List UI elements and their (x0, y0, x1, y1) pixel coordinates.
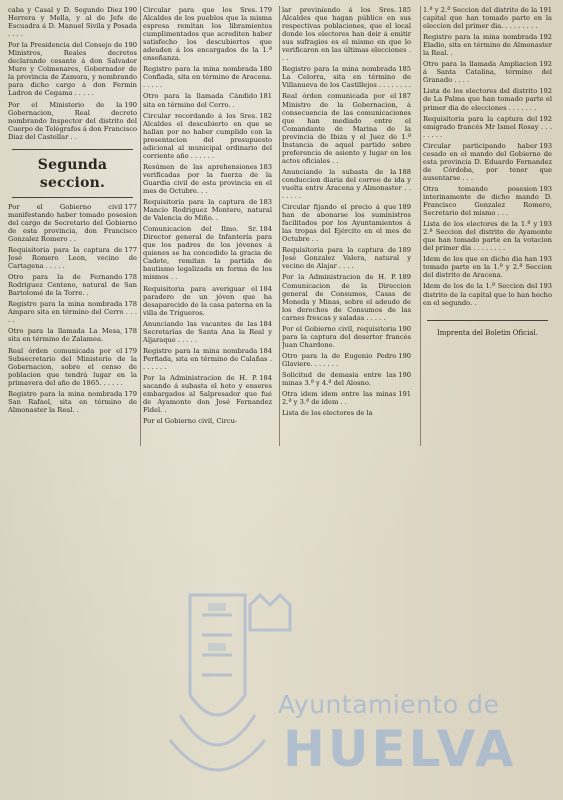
index-entry (143, 225, 272, 281)
index-entry (423, 60, 552, 84)
index-entry (423, 6, 552, 30)
entry-text: Anunciando la subasta de la conduccion diaria del correo de ida y vuelta entre Aracena y Almonaster . . . . . . . (282, 167, 411, 201)
column-separator (279, 6, 280, 446)
entry-text: Solicitud de demasia entre las minas 3.ª y 4.ª del Alosno. (282, 370, 397, 388)
index-entry (423, 185, 552, 217)
entry-text: Requisitoria para la captura de José Gonzalez Valera, natural y vecino de Alajar . . . . (282, 246, 411, 271)
entry-text: Lista de los electores de la 1.ª y 2.ª Seccion del distrito de Ayamonte que han tomado parte en la votacion del primer dia . . . . . . . . (423, 220, 552, 253)
entry-text: lar previniendo á los Sres. Alcaldes que hagan público en sus respectivas poblaciones, que el local donde los electores han deir á emitir sus sufragios es el mismo en que lo verificaron en las últimas elecciones . . . (282, 6, 411, 63)
page-number: 193 (539, 282, 552, 291)
index-entry (143, 347, 272, 371)
entry-text: Por el Gobierno civil, requisitoria para la captura del desertor francés Juan Chardone. (282, 324, 411, 349)
entry-text: Por la Administracion de H. P. Comunicacion de la Direccion general de Consumos, Casas de Moneda y Minas, sobre el adeudo de los derechos de Consumos de las carnes frescas y saladas . . . . . (282, 273, 411, 322)
index-entry (143, 285, 272, 317)
entry-text: Registro para la mina nombrada Amparo sita en término del Cerro . . . . . (8, 300, 137, 325)
page-number: 183 (259, 162, 272, 171)
index-entry (8, 203, 137, 243)
index-entry (143, 112, 272, 160)
page-number: 184 (259, 373, 272, 382)
page-number: 193 (539, 220, 552, 229)
entry-text: Anunciando las vacantes de las Secretarías de Santa Ana la Real y Aljaraque . . . . . (143, 319, 272, 344)
page-number: 192 (539, 114, 552, 123)
entry-text: Otro para la de Fernando Rodriguez Centeno, natural de San Bartolomé de la Torre. . (8, 273, 137, 298)
page-number: 182 (259, 111, 272, 120)
index-entry (282, 371, 411, 387)
page-number: 190 (398, 370, 411, 379)
entry-gap (143, 425, 272, 428)
entry-text: Idem de los de la 1.ª Seccion del distrito de la capital que lo han hecho en el segundo. . (423, 282, 552, 307)
page-number: 178 (124, 327, 137, 336)
entry-text: Otra idem idem entre las minas 2.ª y 3.ª de idem . . (282, 390, 397, 407)
entry-text: Real órden comunicada por el Ministro de la Gobernacion, á consecuencia de las comunicaciones que han mediado entre el Comandante de Marina de la provincia de Ibiza y el Juez de 1.ª Instancia de aquel partido sobre preferencia de asiento y lugar en los actos oficiales . . (282, 92, 411, 165)
entry-text: Registro para la mina nombrada Perfiada, sita en término de Calañas . . . . . . . (143, 346, 272, 371)
index-entry (8, 300, 137, 324)
index-entry (282, 390, 411, 406)
column-1-post-entries (8, 203, 137, 417)
page-number: 188 (398, 167, 411, 176)
index-entry (143, 163, 272, 195)
entry-text: Otro para la llamada Cándido sita en término del Cerro. . (143, 92, 258, 109)
index-entry (8, 41, 137, 97)
page-number: 191 (398, 390, 411, 399)
index-entry (423, 115, 552, 139)
index-entry (143, 320, 272, 344)
section-rule-top (12, 149, 133, 150)
index-entry (143, 374, 272, 414)
index-entry (282, 92, 411, 164)
index-entry (282, 325, 411, 349)
column-3-entries (282, 6, 411, 420)
page-number: 177 (124, 245, 137, 254)
column-2-entries (143, 6, 272, 428)
entry-text: Circular para que los Sres. Alcaldes de los pueblos que la misma espresa remitan los libramientos cumplimentados que acrediten haber satisfecho los descubiertos que adeuden á los encargados de la 1.ª enseñanza. (143, 6, 272, 63)
entry-text: Requisitoria para la captura de José Romero Leon, vecino de Cartagena . . . . . (8, 245, 137, 271)
page-number: 184 (259, 225, 272, 234)
index-entry (282, 65, 411, 89)
entry-text: Registro para la mina nombrada Eladio, sita en término de Almonaster la Real. . (423, 33, 552, 58)
page-number: 189 (398, 273, 411, 282)
entry-text: Por el Ministerio de la Gobernacion, Real decreto nombrando Inspector del distrito del Cuerpo de Telégrafos á don Francisco Diaz del Castellar . . (8, 100, 137, 141)
index-entry (423, 87, 552, 111)
entry-text: Otra tomando posesion interinamente de dicho mando D. Francisco Gonzalez Romero, Secretario del mismo . . . (423, 184, 552, 218)
page-number: 184 (259, 346, 272, 355)
page-number: 190 (124, 6, 137, 14)
page-number: 189 (398, 203, 411, 212)
index-entry (282, 352, 411, 368)
page-number: 193 (539, 255, 552, 264)
page-number: 184 (259, 284, 272, 293)
page-number: 179 (124, 346, 137, 355)
column-separator (420, 6, 421, 446)
page-number: 192 (539, 60, 552, 69)
page-number: 183 (259, 198, 272, 207)
index-entry (143, 65, 272, 89)
page-number: 185 (398, 6, 411, 14)
index-entry (282, 246, 411, 270)
entry-text: Comunicacion del Ilmo. Sr. Director general de Infantería para que los padres de los jóvenes á quienes se ha concedido la gracia de Cadete, remitan la partida de bautismo legalizada en forma de los mismos . . (143, 225, 272, 282)
page-number: 179 (124, 389, 137, 398)
page-number: 178 (124, 300, 137, 309)
index-entry (423, 282, 552, 306)
entry-text: Idem de los que en dicho dia han tomado parte en la 1.ª y 2.ª Seccion del distrito de Aracena. (423, 255, 552, 280)
entry-gap (8, 414, 137, 417)
index-entry (423, 255, 552, 279)
page-number: 190 (398, 324, 411, 333)
watermark-line-2: HUELVA (283, 720, 517, 778)
index-entry (8, 101, 137, 141)
page-number: 193 (539, 141, 552, 150)
page-number: 178 (124, 273, 137, 282)
page-number: 192 (539, 33, 552, 42)
entry-text: Otro para la llamada Ampliacion á Santa Catalina, término del Granado . . . . (423, 60, 552, 85)
entry-text: Por el Gobierno civil manifestando haber tomado posesion del cargo de Secretario del Gobierno de esta provincia, don Francisco Gonzalez Romero . . (8, 202, 137, 243)
entry-text: Resúmen de las aprehensiones verificadas por la fuerza de la Guardia civil de esta provincia en el mes de Octubre. . . (143, 162, 272, 195)
page-number: 181 (259, 92, 272, 101)
imprenta-rule (427, 320, 548, 321)
index-entry (423, 220, 552, 252)
entry-text: 1.ª y 2.ª Seccion del distrito de la capital que han tomado parte en la eleccion del primer dia. . . . . . . . . (423, 6, 552, 31)
entry-text: Por la Presidencia del Consejo de Ministros, Reales decretos declarando cesante á don Salvador Muro y Colmenares, Gobernador de la provincia de Zamora, y nombrando para dicho cargo á don Fermin Ladron de Cegama . . . . . (8, 41, 137, 98)
index-entry (8, 246, 137, 270)
imprenta-line: Imprenta del Boletin Oficial. (437, 328, 538, 337)
index-entry (8, 273, 137, 297)
entry-text: Registro para la mina nombrada La Celorra, sita en término de Villanueva de los Castillejos . . . . . . . . (282, 65, 411, 90)
entry-text: Requisitoria para la captura del emigrado francés Mr Ismel Rosay . . . . . . . . (423, 114, 552, 139)
entry-text: Requisitoria para averiguar el paradero de un jóven que ha desaparecido de la casa paterna en la villa de Trigueros. (143, 284, 272, 317)
index-entry (143, 92, 272, 108)
column-1 (8, 6, 137, 417)
column-3 (282, 6, 411, 420)
page-number: 187 (398, 92, 411, 101)
section-heading: Segunda seccion. (37, 156, 108, 191)
entry-text: Otro para la de Eugenio Pedro Glaviere. . . . . . . (282, 351, 397, 368)
entry-text: Lista de los electores del distrito de La Palma que han tomado parte el primer dia de elecciones . . . . . . . (423, 87, 552, 112)
entry-text: caba y Casal y D. Segundo Diez Herrera y Mella, y al de Jefe de Escuadra á D. Manuel Sivila y Posada . . . . (8, 6, 137, 39)
entry-text: Circular fijando el precio á que han de abonarse los suministros facilitados por los Ayuntamientos á las tropas del Ejército en el mes de Octubre . . (282, 203, 411, 244)
page-number: 192 (539, 87, 552, 96)
page-number: 191 (539, 6, 552, 14)
index-entry (143, 6, 272, 62)
page-number: 190 (124, 41, 137, 50)
index-entry (8, 327, 137, 343)
entry-text: Real órden comunicada por el Subsecretario del Ministerio de la Gobernacion, sobre el censo de poblacion que tendrá lugar en la primavera del año de 1865. . . . . . (8, 346, 137, 387)
entry-text: Registro para la mina nombrada Confiada, sita en término de Aracena. . . . . . (143, 65, 272, 90)
index-entry (143, 198, 272, 222)
entry-text: Requisitoria para la captura de Mancio Rodriguez Montero, natural de Valencia do Miño. . (143, 198, 272, 223)
section-rule-bottom (12, 197, 133, 198)
page-number: 189 (398, 246, 411, 255)
column-1-pre-entries (8, 6, 137, 144)
entry-text: Circular participando haber cesado en el mando del Gobierno de esta provincia D. Eduardo Fernandez de Córdoba, por tener que ausentarse . . . (423, 141, 552, 182)
index-entry (282, 273, 411, 321)
entry-gap (282, 417, 411, 420)
watermark-line-1: Ayuntamiento de (278, 690, 500, 719)
index-entry (282, 409, 411, 417)
entry-text: Por la Administracion de H. P. sacando á subasta el hoto y enseres embargados al Salpresador que fué de Ayamonte don José Fernandez Fidel. . (143, 373, 272, 415)
page-number: 184 (259, 319, 272, 328)
column-4 (423, 6, 552, 337)
entry-text: Circular recordando á los Sres. Alcaldes el descubierto en que se hallan por no haber cumplido con la presentacion del presupuesto adicional al municipal ordinario del corriente año . . . . . . (143, 111, 272, 160)
index-entry (282, 203, 411, 243)
index-entry (282, 168, 411, 200)
index-entry (282, 6, 411, 62)
entry-text: Lista de los electores de la (282, 409, 373, 418)
column-separator (140, 6, 141, 446)
index-entry (423, 142, 552, 182)
page-number: 179 (259, 6, 272, 14)
index-entry (8, 390, 137, 414)
entry-gap (423, 307, 552, 310)
index-entry (423, 33, 552, 57)
entry-text: Registro para la mina nombrada San Rafael, sita en término de Almonaster la Real. . (8, 389, 137, 414)
page-number: 185 (398, 65, 411, 74)
column-4-entries (423, 6, 552, 310)
entry-gap (8, 141, 137, 144)
entry-text: Otro para la llamada La Mesa, sita en término de Zalamea. (8, 327, 123, 344)
page-number: 193 (539, 184, 552, 193)
column-2 (143, 6, 272, 428)
page-number: 190 (124, 100, 137, 109)
entry-text: Por el Gobierno civil, Circu- (143, 417, 238, 426)
index-entry (8, 347, 137, 387)
index-entry (8, 6, 137, 38)
page-number: 180 (259, 65, 272, 74)
page-number: 190 (398, 351, 411, 360)
index-entry (143, 417, 272, 425)
page-number: 177 (124, 202, 137, 211)
